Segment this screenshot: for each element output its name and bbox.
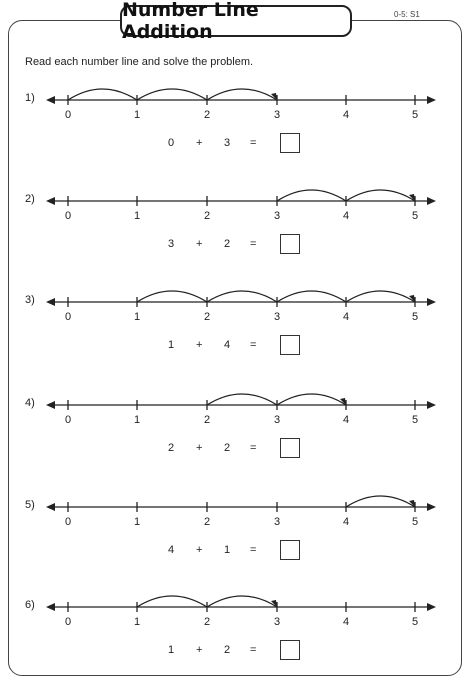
tick-label: 5 [411,210,419,222]
tick-label: 0 [64,414,72,426]
tick-label: 3 [273,616,281,628]
equation [0,234,474,260]
tick-label: 2 [203,616,211,628]
left-arrow-icon [46,298,55,306]
plus-sign: + [196,238,203,250]
tick-label: 3 [273,109,281,121]
left-arrow-icon [46,503,55,511]
equation [0,540,474,566]
jump-arc [207,596,277,607]
tick-label: 1 [133,616,141,628]
instructions: Read each number line and solve the problem. [25,56,254,68]
addend-a: 2 [168,442,175,454]
number-line [0,577,474,637]
number-line [0,171,474,231]
tick-label: 2 [203,311,211,323]
answer-box[interactable] [280,133,300,153]
jump-arc [346,190,415,201]
plus-sign: + [196,442,203,454]
tick-label: 4 [342,311,350,323]
right-arrow-icon [427,197,436,205]
tick-label: 1 [133,109,141,121]
tick-label: 5 [411,414,419,426]
tick-label: 2 [203,516,211,528]
tick-label: 0 [64,616,72,628]
tick-label: 2 [203,109,211,121]
equation [0,640,474,666]
addend-b: 2 [224,644,231,656]
answer-box[interactable] [280,234,300,254]
plus-sign: + [196,544,203,556]
number-line [0,375,474,435]
problem-number: 5) [25,499,35,511]
left-arrow-icon [46,401,55,409]
tick-label: 4 [342,616,350,628]
tick-label: 3 [273,516,281,528]
tick-label: 5 [411,516,419,528]
tick-label: 3 [273,210,281,222]
jump-arc [277,291,346,302]
tick-label: 5 [411,311,419,323]
plus-sign: + [196,339,203,351]
tick-label: 3 [273,414,281,426]
addend-b: 4 [224,339,231,351]
jump-arc [207,394,277,405]
answer-box[interactable] [280,540,300,560]
tick-label: 2 [203,414,211,426]
problem-number: 1) [25,92,35,104]
tick-label: 1 [133,311,141,323]
problem-number: 6) [25,599,35,611]
jump-arc [346,496,415,507]
equals-sign: = [250,238,257,250]
equals-sign: = [250,137,257,149]
number-line [0,70,474,130]
left-arrow-icon [46,96,55,104]
problem-number: 4) [25,397,35,409]
tick-label: 4 [342,414,350,426]
problem-number: 3) [25,294,35,306]
tick-label: 0 [64,109,72,121]
equation [0,133,474,159]
addend-b: 2 [224,442,231,454]
addend-a: 3 [168,238,175,250]
problem-number: 2) [25,193,35,205]
addend-a: 1 [168,644,175,656]
tick-label: 1 [133,414,141,426]
tick-label: 3 [273,311,281,323]
addend-a: 0 [168,137,175,149]
right-arrow-icon [427,96,436,104]
right-arrow-icon [427,401,436,409]
equals-sign: = [250,644,257,656]
equals-sign: = [250,544,257,556]
jump-arc [68,89,137,100]
tick-label: 5 [411,109,419,121]
tick-label: 0 [64,210,72,222]
answer-box[interactable] [280,335,300,355]
equation [0,438,474,464]
jump-arc [137,596,207,607]
addend-b: 3 [224,137,231,149]
right-arrow-icon [427,298,436,306]
addend-a: 1 [168,339,175,351]
left-arrow-icon [46,603,55,611]
tick-label: 2 [203,210,211,222]
equals-sign: = [250,442,257,454]
answer-box[interactable] [280,438,300,458]
jump-arc [207,89,277,100]
plus-sign: + [196,644,203,656]
tick-label: 4 [342,516,350,528]
worksheet-title: Number Line Addition [120,5,352,37]
equation [0,335,474,361]
tick-label: 4 [342,109,350,121]
tick-label: 5 [411,616,419,628]
tick-label: 0 [64,516,72,528]
jump-arc [137,89,207,100]
equals-sign: = [250,339,257,351]
right-arrow-icon [427,603,436,611]
jump-arc [346,291,415,302]
number-line [0,477,474,537]
jump-arc [137,291,207,302]
tick-label: 1 [133,210,141,222]
tick-label: 4 [342,210,350,222]
addend-b: 2 [224,238,231,250]
tick-label: 1 [133,516,141,528]
number-line [0,272,474,332]
tick-label: 0 [64,311,72,323]
jump-arc [277,190,346,201]
right-arrow-icon [427,503,436,511]
jump-arc [277,394,346,405]
addend-a: 4 [168,544,175,556]
addend-b: 1 [224,544,231,556]
left-arrow-icon [46,197,55,205]
jump-arc [207,291,277,302]
worksheet-code: 0-5: S1 [394,10,420,19]
answer-box[interactable] [280,640,300,660]
plus-sign: + [196,137,203,149]
